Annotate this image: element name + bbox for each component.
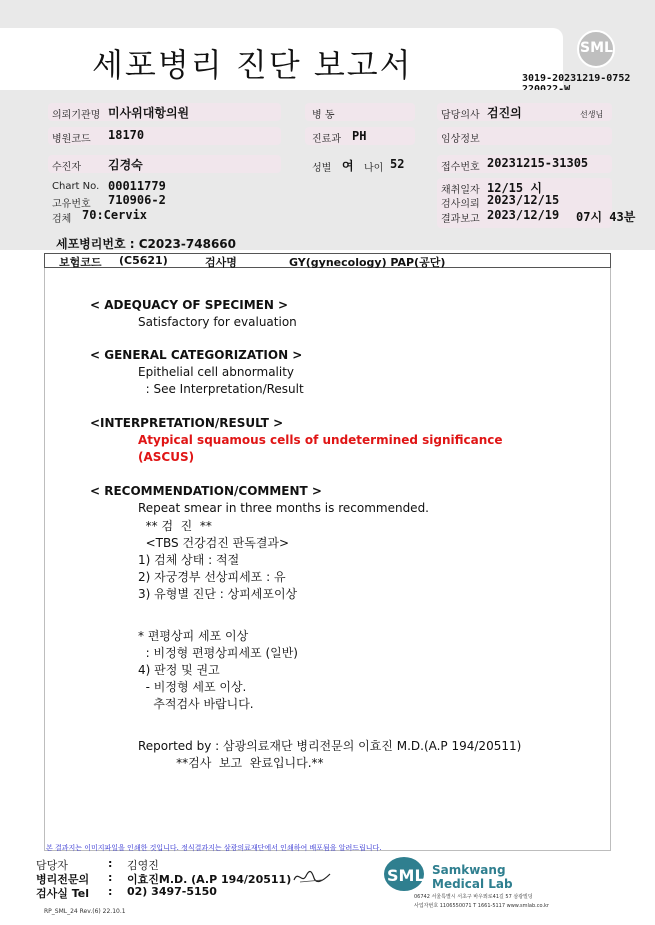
rec-line-10: - 비정형 세포 이상. (138, 680, 247, 694)
patient-label: 수진자 (52, 162, 81, 173)
dept-label: 진료과 (312, 134, 341, 145)
rec-line-2: ** 검 진 ** (138, 519, 212, 533)
doctor-suffix: 선생님 (580, 110, 604, 119)
pathologist-label: 병리전문의 (36, 873, 90, 886)
code-label: 병원코드 (52, 134, 91, 145)
adequacy-heading: < ADEQUACY OF SPECIMEN > (90, 298, 289, 312)
rec-line-5: 2) 자궁경부 선상피세포 : 유 (138, 570, 286, 584)
print-notice: 본 결과지는 이미지파일을 인쇄한 것입니다. 정식결과지는 삼광의료재단에서 인쇄하여 배포됨을 알려드립니다. (46, 844, 382, 852)
page-title: 세포병리 진단 보고서 (92, 46, 413, 84)
age-label: 나이 (364, 163, 384, 174)
sml-logo-text: SML (580, 40, 613, 56)
collect-value: 12/15 시 (487, 181, 542, 195)
result-label: 결과보고 (441, 214, 480, 225)
patient-value: 김경숙 (108, 158, 143, 172)
test-code-row (44, 253, 611, 268)
tel-value: 02) 3497-5150 (127, 885, 217, 898)
clinical-label: 임상정보 (441, 134, 480, 145)
pathologist-value: 이효진M.D. (A.P 194/20511) (127, 873, 292, 886)
rec-line-11: 추적검사 바랍니다. (138, 697, 254, 711)
ins-code-value: (C5621) (119, 254, 168, 267)
doc-number: 3019-20231219-0752 (522, 73, 631, 84)
lab-address: 06742 서울특별시 서초구 바우뫼로41길 57 삼광빌딩 (414, 894, 533, 900)
rec-line-6: 3) 유형별 진단 : 상피세포이상 (138, 587, 298, 601)
manager-value: 김영진 (127, 859, 159, 872)
receipt-label: 접수번호 (441, 162, 480, 173)
lab-name-2: Medical Lab (432, 877, 513, 891)
tel-colon: : (108, 885, 113, 898)
tel-label: 검사실 Tel (36, 887, 89, 900)
rec-line-4: 1) 검체 상태 : 적절 (138, 553, 240, 567)
rec-line-7: * 편평상피 세포 이상 (138, 629, 249, 643)
lab-logo-text: SML (387, 866, 425, 885)
lab-name-1: Samkwang (432, 863, 506, 877)
doctor-label: 담당의사 (441, 110, 480, 121)
interpretation-heading: <INTERPRETATION/RESULT > (90, 416, 284, 430)
form-revision: RP_SML_24 Rev.(6) 22.10.1 (44, 908, 126, 915)
test-name-value: GY(gynecology) PAP(공단) (289, 256, 446, 269)
rec-line-8: : 비정형 편평상피세포 (일반) (138, 646, 298, 660)
sex-value: 여 (342, 159, 354, 173)
collect-label: 채취일자 (441, 185, 480, 196)
sex-label: 성별 (312, 163, 332, 174)
chart-value: 00011779 (108, 179, 166, 193)
specimen-value: 70:Cervix (82, 208, 148, 222)
rec-line-1: Repeat smear in three months is recommended. (138, 501, 429, 515)
patient-field (48, 155, 281, 173)
request-value: 2023/12/15 (487, 193, 560, 207)
dept-value: PH (352, 129, 367, 143)
id-label: 고유번호 (52, 199, 91, 210)
general-heading: < GENERAL CATEGORIZATION > (90, 348, 303, 362)
receipt-value: 20231215-31305 (487, 156, 589, 170)
test-name-label: 검사명 (205, 256, 237, 269)
hospital-value: 미사위대항의원 (108, 106, 190, 120)
interpretation-line-2: (ASCUS) (138, 450, 195, 464)
ins-code-label: 보험코드 (59, 256, 102, 269)
result-time: 07시 43분 (576, 210, 636, 224)
adequacy-text: Satisfactory for evaluation (138, 315, 297, 329)
manager-label: 담당자 (36, 859, 68, 872)
rec-line-3: <TBS 건강검진 판독결과> (138, 536, 290, 550)
code-value: 18170 (108, 128, 145, 142)
interpretation-line-1: Atypical squamous cells of undetermined significance (138, 433, 503, 447)
general-line-1: Epithelial cell abnormality (138, 365, 295, 379)
doctor-value: 검진의 (487, 106, 522, 120)
specimen-label: 검체 (52, 214, 72, 225)
hospital-label: 의뢰기관명 (52, 110, 101, 121)
age-value: 52 (390, 157, 405, 171)
lab-registration: 사업자번호 1106550071 T 1661-5117 www.smlab.co.kr (414, 903, 549, 909)
cyto-number: 세포병리번호 : C2023-748660 (56, 237, 236, 251)
pathologist-colon: : (108, 871, 113, 884)
request-label: 검사의뢰 (441, 199, 480, 210)
id-value: 710906-2 (108, 193, 166, 207)
reported-by: Reported by : 삼광의료재단 병리전문의 이효진 M.D.(A.P 194/20511) (138, 739, 522, 753)
rec-line-9: 4) 판정 및 권고 (138, 663, 220, 677)
recommendation-heading: < RECOMMENDATION/COMMENT > (90, 484, 322, 498)
ward-label: 병 동 (312, 110, 335, 121)
report-body (44, 253, 611, 851)
signature-icon (292, 868, 332, 886)
manager-colon: : (108, 857, 113, 870)
result-value: 2023/12/19 (487, 208, 560, 222)
chart-label: Chart No. (52, 181, 100, 192)
general-line-2: : See Interpretation/Result (138, 382, 304, 396)
report-complete: **검사 보고 완료입니다.** (138, 756, 324, 770)
